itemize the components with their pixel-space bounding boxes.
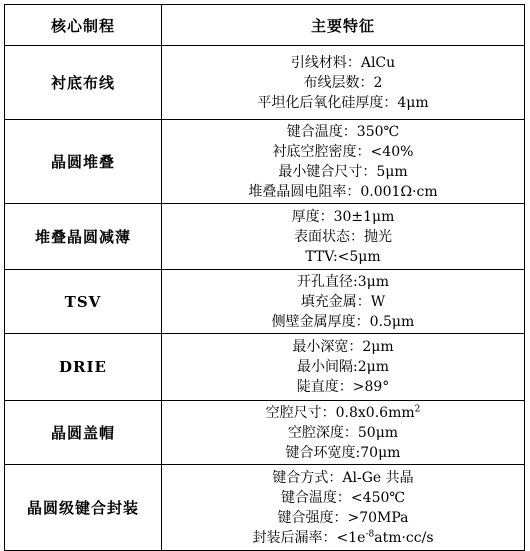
feature-line: 最小间隔:2μm bbox=[297, 359, 389, 375]
table-row bbox=[5, 204, 525, 270]
feature-line: 侧壁金属厚度：0.5μm bbox=[271, 313, 415, 330]
process-spec-table bbox=[4, 4, 525, 551]
feature-line-text: 空腔尺寸：0.8x0.6mm bbox=[265, 404, 415, 421]
header-feature: 主要特征 bbox=[162, 5, 525, 46]
feature-cell bbox=[162, 120, 525, 204]
feature-line: 平坦化后氧化硅厚度：4μm bbox=[257, 94, 429, 111]
feature-line: 厚度：30±1μm bbox=[291, 208, 395, 225]
feature-line: 键合强度：>70MPa bbox=[277, 509, 409, 526]
table-row bbox=[5, 270, 525, 334]
feature-line: 键合温度：<450℃ bbox=[280, 489, 406, 506]
feature-line: 填充金属：W bbox=[300, 293, 386, 310]
feature-line: 键合温度：350℃ bbox=[286, 123, 400, 140]
feature-cell bbox=[162, 465, 525, 551]
feature-line: 陡直度：>89° bbox=[296, 379, 390, 395]
feature-line: 衬底空腔密度：<40% bbox=[272, 143, 414, 160]
feature-line: 表面状态：抛光 bbox=[294, 228, 392, 245]
feature-line: 最小键合尺寸：5μm bbox=[278, 163, 408, 180]
feature-cell bbox=[162, 270, 525, 334]
table-row bbox=[5, 46, 525, 120]
table-row bbox=[5, 120, 525, 204]
process-name: DRIE bbox=[5, 334, 162, 401]
feature-line: 布线层数：2 bbox=[303, 74, 383, 91]
feature-line-text: 封装后漏率：<1e bbox=[252, 529, 366, 546]
feature-line: 堆叠晶圆电阻率：0.001Ω·cm bbox=[248, 183, 438, 200]
header-process: 核心制程 bbox=[5, 5, 162, 46]
superscript: 2 bbox=[414, 403, 421, 414]
feature-cell bbox=[162, 334, 525, 401]
feature-line: TTV:<5μm bbox=[305, 248, 381, 265]
table-row bbox=[5, 401, 525, 465]
process-name: 堆叠晶圆减薄 bbox=[5, 204, 162, 270]
process-name: TSV bbox=[5, 270, 162, 334]
feature-line: 空腔深度：50μm bbox=[287, 424, 399, 441]
feature-cell bbox=[162, 46, 525, 120]
feature-line: 键合环宽度:70μm bbox=[285, 444, 401, 461]
feature-line: 键合方式：Al-Ge 共晶 bbox=[272, 469, 414, 486]
feature-line-tail: atm·cc/s bbox=[374, 529, 434, 546]
process-name: 晶圆级键合封装 bbox=[5, 465, 162, 551]
process-name: 晶圆盖帽 bbox=[5, 401, 162, 465]
feature-line: 开孔直径:3μm bbox=[297, 273, 389, 290]
superscript: -8 bbox=[365, 528, 375, 539]
feature-line bbox=[162, 403, 524, 423]
feature-cell bbox=[162, 204, 525, 270]
feature-cell bbox=[162, 401, 525, 465]
process-name: 晶圆堆叠 bbox=[5, 120, 162, 204]
feature-line: 引线材料：AlCu bbox=[290, 54, 396, 71]
table-header-row bbox=[5, 5, 525, 46]
process-name: 衬底布线 bbox=[5, 46, 162, 120]
table-row bbox=[5, 465, 525, 551]
table-row bbox=[5, 334, 525, 401]
feature-line: 最小深宽：2μm bbox=[292, 339, 394, 355]
